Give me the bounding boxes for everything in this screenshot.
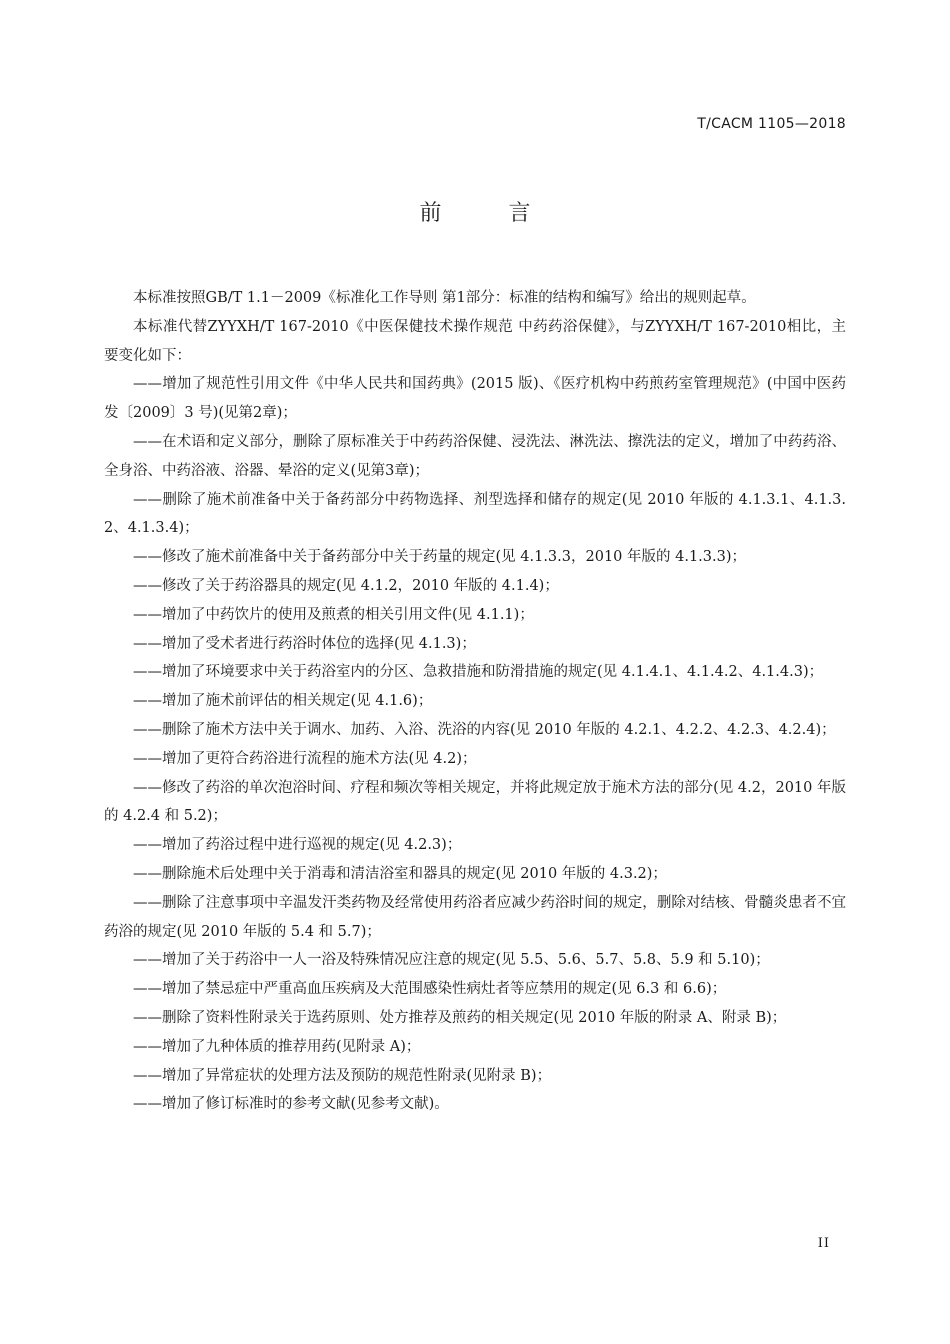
change-item: ——删除了资料性附录关于选药原则、处方推荐及煎药的相关规定(见 2010 年版的附录 A、附录 B)； bbox=[133, 1009, 787, 1026]
change-item: ——增加了受术者进行药浴时体位的选择(见 4.1.3)； bbox=[133, 635, 476, 652]
change-item: ——增加了禁忌症中严重高血压疾病及大范围感染性病灶者等应禁用的规定(见 6.3 和 6.6)； bbox=[133, 981, 727, 998]
change-item: ——增加了中药饮片的使用及煎煮的相关引用文件(见 4.1.1)； bbox=[133, 606, 534, 623]
document-code: T/CACM 1105—2018 bbox=[697, 116, 846, 132]
page-title: 前 言 bbox=[419, 201, 561, 226]
change-item: ——修改了关于药浴器具的规定(见 4.1.2，2010 年版的 4.1.4)； bbox=[133, 577, 559, 594]
change-item: ——修改了施术前准备中关于备药部分中关于药量的规定(见 4.1.3.3，2010 年版的 4.1.3.3)； bbox=[133, 549, 746, 566]
change-item: ——删除施术后处理中关于消毒和清洁浴室和器具的规定(见 2010 年版的 4.3.2)； bbox=[133, 865, 667, 882]
change-item: ——修改了药浴的单次泡浴时间、疗程和频次等相关规定，并将此规定放于施术方法的部分(见 4.2，2010 年版的 4.2.4 和 5.2)； bbox=[104, 779, 846, 825]
change-item: ——增加了规范性引用文件《中华人民共和国药典》(2015 版)、《医疗机构中药煎药室管理规范》(中国中医药发〔2009〕3 号)(见第2章)； bbox=[104, 376, 846, 422]
change-item: ——增加了异常症状的处理方法及预防的规范性附录(见附录 B)； bbox=[133, 1067, 552, 1084]
change-item: ——增加了药浴过程中进行巡视的规定(见 4.2.3)； bbox=[133, 837, 462, 854]
change-item: ——增加了施术前评估的相关规定(见 4.1.6)； bbox=[133, 693, 433, 710]
paragraph: 本标准按照GB/T 1.1－2009《标准化工作导则 第1部分：标准的结构和编写》给出的规则起草。 bbox=[133, 290, 756, 306]
change-item: ——增加了环境要求中关于药浴室内的分区、急救措施和防滑措施的规定(见 4.1.4.1、4.1.4.2、4.1.4.3)； bbox=[133, 664, 824, 681]
change-item: ——增加了修订标准时的参考文献(见参考文献)。 bbox=[133, 1096, 449, 1113]
paragraph: 本标准代替ZYYXH/T 167-2010《中医保健技术操作规范 中药药浴保健》，与ZYYXH/T 167-2010相比，主要变化如下： bbox=[104, 318, 846, 364]
change-item: ——删除了施术方法中关于调水、加药、入浴、洗浴的内容(见 2010 年版的 4.2.1、4.2.2、4.2.3、4.2.4)； bbox=[133, 721, 836, 738]
foreword-body bbox=[104, 284, 846, 1119]
change-item: ——在术语和定义部分，删除了原标准关于中药药浴保健、浸洗法、淋洗法、擦洗法的定义，增加了中药药浴、全身浴、中药浴液、浴器、晕浴的定义(见第3章)； bbox=[104, 433, 846, 479]
change-item: ——增加了关于药浴中一人一浴及特殊情况应注意的规定(见 5.5、5.6、5.7、5.8、5.9 和 5.10)； bbox=[133, 952, 770, 969]
page-number: II bbox=[817, 1236, 830, 1251]
change-item: ——增加了九种体质的推荐用药(见附录 A)； bbox=[133, 1038, 421, 1055]
change-item: ——删除了施术前准备中关于备药部分中药物选择、剂型选择和储存的规定(见 2010 年版的 4.1.3.1、4.1.3.2、4.1.3.4)； bbox=[104, 491, 846, 537]
change-item: ——增加了更符合药浴进行流程的施术方法(见 4.2)； bbox=[133, 750, 477, 767]
change-item: ——删除了注意事项中辛温发汗类药物及经常使用药浴者应减少药浴时间的规定，删除对结核、骨髓炎患者不宜药浴的规定(见 2010 年版的 5.4 和 5.7)； bbox=[104, 894, 846, 940]
